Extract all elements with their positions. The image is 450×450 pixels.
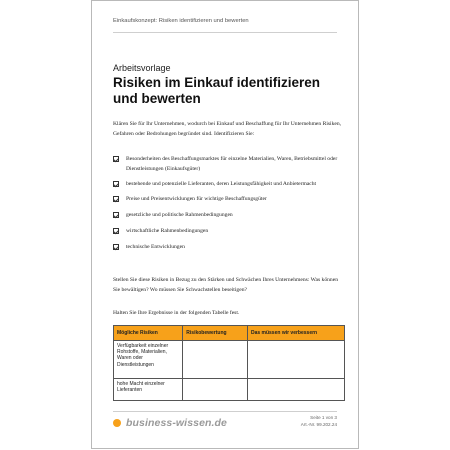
checklist-item xyxy=(113,242,345,252)
running-header: Einkaufskonzept: Risiken identifizieren und bewerten xyxy=(113,18,249,24)
checklist-item-text: technische Entwicklungen xyxy=(126,244,185,250)
checklist xyxy=(113,154,345,258)
checkbox-icon xyxy=(113,156,119,162)
table-row xyxy=(114,379,345,401)
document-kicker: Arbeitsvorlage xyxy=(113,63,171,73)
checklist-item xyxy=(113,226,345,236)
column-header: Das müssen wir verbessern xyxy=(247,326,344,341)
table-header-row xyxy=(114,326,345,341)
risk-table xyxy=(113,325,345,401)
footer-divider xyxy=(113,411,337,412)
table-cell[interactable] xyxy=(183,379,248,401)
table-cell[interactable]: hohe Macht einzelner Lieferanten xyxy=(114,379,183,401)
table-cell[interactable]: Verfügbarkeit einzelner Rohstoffe, Materialien, Waren oder Dienstleistungen xyxy=(114,341,183,379)
table-cell[interactable] xyxy=(247,379,344,401)
checkbox-icon xyxy=(113,212,119,218)
brand-logo xyxy=(113,417,227,429)
intro-paragraph: Klären Sie für Ihr Unternehmen, wodurch bei Einkauf und Beschaffung für Ihr Unternehmen Risiken, Gefahren oder Bedrohungen begründet sind. Identifizieren Sie: xyxy=(113,121,342,137)
checklist-item-text: Preise und Preisentwicklungen für wichtige Beschaffungsgüter xyxy=(126,196,267,202)
table-cell[interactable] xyxy=(183,341,248,379)
checkbox-icon xyxy=(113,196,119,202)
checkbox-icon xyxy=(113,244,119,250)
column-header: Mögliche Risiken xyxy=(114,326,183,341)
table-cell[interactable] xyxy=(247,341,344,379)
document-title: Risiken im Einkauf identifizieren und bewerten xyxy=(113,75,321,106)
checklist-item-text: bestehende und potenzielle Lieferanten, deren Leistungsfähigkeit und Anbietermacht xyxy=(126,181,317,187)
checkbox-icon xyxy=(113,228,119,234)
column-header: Risikobewertung xyxy=(183,326,248,341)
checklist-item xyxy=(113,154,345,174)
checklist-item-text: wirtschaftliche Rahmenbedingungen xyxy=(126,228,209,234)
checklist-item-text: Besonderheiten des Beschaffungsmarktes für einzelne Materialien, Waren, Betriebsmittel oder Dienstleistungen (Einkaufsgüter) xyxy=(126,156,338,172)
page-info xyxy=(301,414,337,428)
header-divider xyxy=(113,32,337,33)
checklist-item xyxy=(113,179,345,189)
checklist-item-text: gesetzliche und politische Rahmenbedingungen xyxy=(126,212,233,218)
checklist-item xyxy=(113,194,345,204)
checklist-item xyxy=(113,210,345,220)
brand-dot-icon xyxy=(113,419,121,427)
document-page xyxy=(91,0,359,449)
table-row xyxy=(114,341,345,379)
page-number: Seite 1 von 3 xyxy=(310,415,337,420)
article-number: Art.-Nr. 99.202.24 xyxy=(300,422,337,427)
instruction-paragraph: Halten Sie Ihre Ergebnisse in der folgenden Tabelle fest. xyxy=(113,310,240,316)
brand-name: business-wissen.de xyxy=(126,417,228,429)
checkbox-icon xyxy=(113,181,119,187)
reflection-paragraph: Stellen Sie diese Risiken in Bezug zu den Stärken und Schwächen Ihres Unternehmens: Was können Sie bewältigen? Wo müssen Sie Schwachstellen beseitigen? xyxy=(113,277,339,293)
